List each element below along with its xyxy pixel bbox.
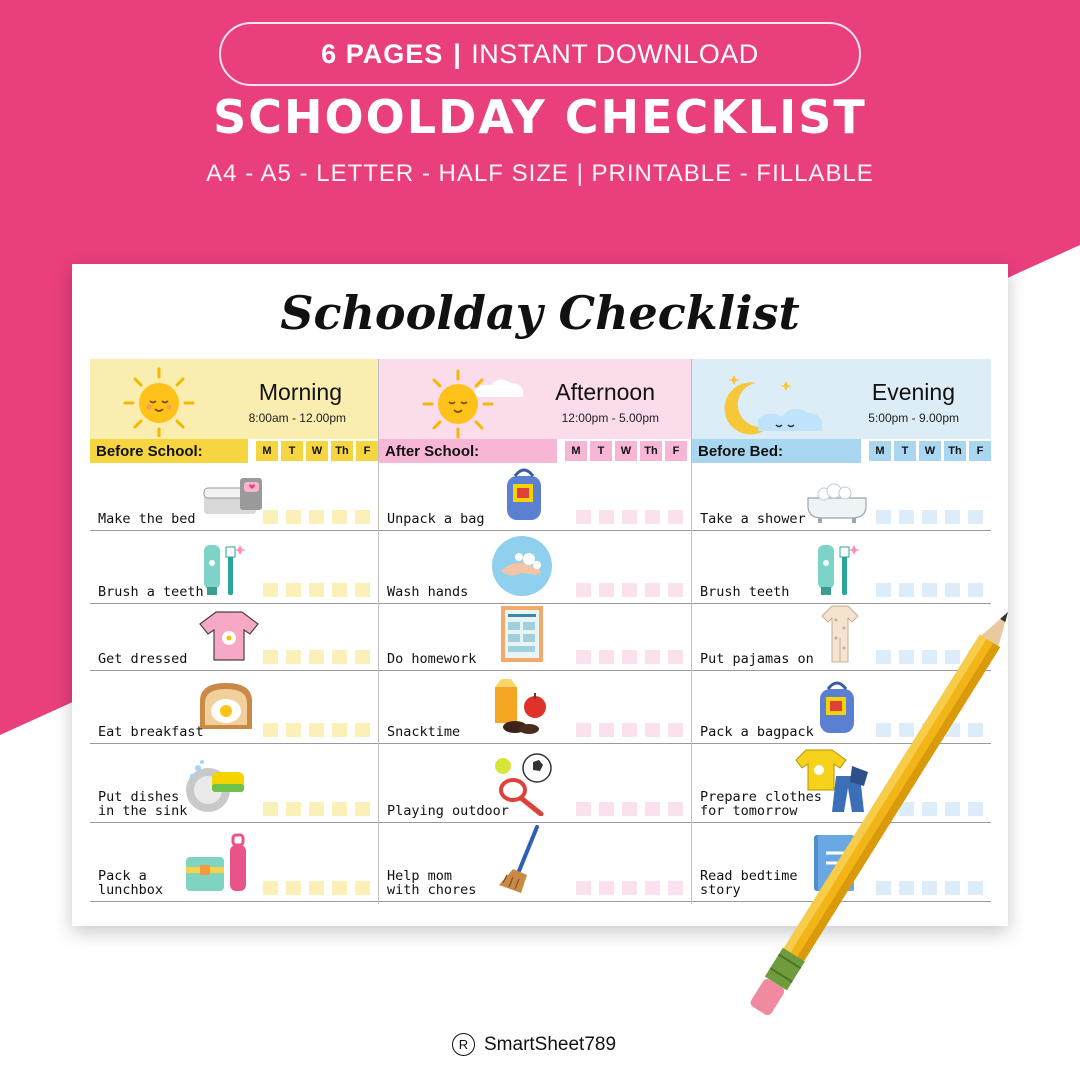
task-label: Take a shower [700,511,806,527]
product-headline: SCHOOLDAY CHECKLIST [213,90,867,144]
task-label: Pack a lunchbox [98,868,164,898]
task-label: Brush a teeth [98,584,204,600]
task-label: Put dishes in the sink [98,789,188,819]
task-label: Snacktime [387,724,461,740]
task-label: Playing outdoor [387,803,509,819]
afternoon-section-label: After School: [379,439,557,463]
day-header: M [565,441,587,461]
badge-separator: | [453,38,462,69]
afternoon-title: Afternoon [555,379,655,405]
day-header: T [894,441,916,461]
brand-footer [452,1033,616,1056]
day-header: W [306,441,328,461]
task-label: Prepare clothes for tomorrow [700,789,822,819]
task-label: Read bedtime story [700,868,798,898]
format-list: A4 - A5 - LETTER - HALF SIZE | PRINTABLE - FILLABLE [206,160,874,187]
task-label: Do homework [387,651,477,667]
day-header: M [256,441,278,461]
morning-title: Morning [258,379,342,405]
registered-mark: R [452,1033,475,1056]
evening-title: Evening [871,379,955,405]
day-header: M [869,441,891,461]
morning-hours: 8:00am - 12.00pm [248,411,346,425]
download-label: INSTANT DOWNLOAD [471,38,759,69]
evening-hours: 5:00pm - 9.00pm [868,411,959,425]
day-header: W [919,441,941,461]
day-header: T [281,441,303,461]
task-label: Unpack a bag [387,511,485,527]
task-label: Get dressed [98,651,188,667]
task-label: Wash hands [387,584,469,600]
task-label: Eat breakfast [98,724,204,740]
task-label: Brush teeth [700,584,790,600]
morning-section-label: Before School: [90,439,248,463]
pages-count: 6 PAGES [321,38,444,69]
evening-section-label: Before Bed: [692,439,861,463]
day-header: F [665,441,687,461]
day-header: F [356,441,378,461]
task-label: Help mom with chores [387,868,477,898]
day-header: Th [331,441,353,461]
day-header: W [615,441,637,461]
afternoon-hours: 12:00pm - 5.00pm [561,411,659,425]
task-label: Pack a bagpack [700,724,814,740]
day-header: F [969,441,991,461]
sheet-title: Schoolday Checklist [280,286,800,340]
task-label: Put pajamas on [700,651,814,667]
brand-name: SmartSheet789 [484,1033,617,1055]
day-header: T [590,441,612,461]
task-label: Make the bed [98,511,196,527]
day-header: Th [944,441,966,461]
day-header: Th [640,441,662,461]
